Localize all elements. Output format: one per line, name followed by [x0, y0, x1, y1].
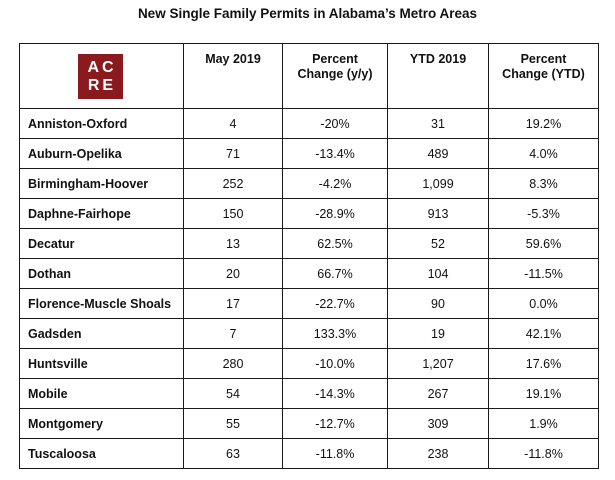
metro-name-cell: Montgomery — [20, 409, 184, 439]
table-row — [20, 289, 599, 319]
percent-change-yy-cell: 133.3% — [283, 319, 388, 349]
may-2019-cell: 54 — [184, 379, 283, 409]
metro-name-cell: Huntsville — [20, 349, 184, 379]
percent-change-ytd-cell: 59.6% — [489, 229, 599, 259]
may-2019-cell: 55 — [184, 409, 283, 439]
percent-change-ytd-cell: 19.2% — [489, 109, 599, 139]
percent-change-yy-cell: -10.0% — [283, 349, 388, 379]
may-2019-cell: 150 — [184, 199, 283, 229]
may-2019-cell: 63 — [184, 439, 283, 469]
logo-cell — [20, 44, 184, 109]
column-header-ytd-2019: YTD 2019 — [388, 44, 489, 109]
table-row — [20, 349, 599, 379]
percent-change-yy-cell: -22.7% — [283, 289, 388, 319]
ytd-2019-cell: 1,099 — [388, 169, 489, 199]
metro-name-cell: Dothan — [20, 259, 184, 289]
percent-change-yy-cell: 62.5% — [283, 229, 388, 259]
metro-name-cell: Auburn-Opelika — [20, 139, 184, 169]
table-row — [20, 169, 599, 199]
metro-name-cell: Daphne-Fairhope — [20, 199, 184, 229]
ytd-2019-cell: 90 — [388, 289, 489, 319]
may-2019-cell: 17 — [184, 289, 283, 319]
ytd-2019-cell: 913 — [388, 199, 489, 229]
logo-line-2: RE — [87, 77, 117, 94]
percent-change-yy-cell: -20% — [283, 109, 388, 139]
percent-change-yy-cell: -13.4% — [283, 139, 388, 169]
percent-change-ytd-cell: 19.1% — [489, 379, 599, 409]
percent-change-ytd-cell: -11.8% — [489, 439, 599, 469]
ytd-2019-cell: 1,207 — [388, 349, 489, 379]
column-header-percent-change-yy: Percent Change (y/y) — [283, 44, 388, 109]
table-row — [20, 199, 599, 229]
percent-change-yy-cell: 66.7% — [283, 259, 388, 289]
metro-name-cell: Decatur — [20, 229, 184, 259]
percent-change-yy-cell: -28.9% — [283, 199, 388, 229]
column-header-may-2019: May 2019 — [184, 44, 283, 109]
percent-change-yy-cell: -14.3% — [283, 379, 388, 409]
table-row — [20, 409, 599, 439]
may-2019-cell: 13 — [184, 229, 283, 259]
metro-name-cell: Florence-Muscle Shoals — [20, 289, 184, 319]
table-row — [20, 319, 599, 349]
ytd-2019-cell: 52 — [388, 229, 489, 259]
may-2019-cell: 280 — [184, 349, 283, 379]
metro-name-cell: Gadsden — [20, 319, 184, 349]
percent-change-ytd-cell: 4.0% — [489, 139, 599, 169]
page-title: New Single Family Permits in Alabama’s Metro Areas — [137, 6, 478, 21]
may-2019-cell: 71 — [184, 139, 283, 169]
percent-change-ytd-cell: -11.5% — [489, 259, 599, 289]
logo-line-1: AC — [87, 59, 117, 76]
ytd-2019-cell: 267 — [388, 379, 489, 409]
may-2019-cell: 20 — [184, 259, 283, 289]
table-body — [20, 109, 599, 469]
table-row — [20, 139, 599, 169]
percent-change-yy-cell: -12.7% — [283, 409, 388, 439]
ytd-2019-cell: 309 — [388, 409, 489, 439]
percent-change-ytd-cell: 1.9% — [489, 409, 599, 439]
percent-change-ytd-cell: 8.3% — [489, 169, 599, 199]
table-row — [20, 379, 599, 409]
metro-name-cell: Birmingham-Hoover — [20, 169, 184, 199]
table-row — [20, 439, 599, 469]
metro-name-cell: Anniston-Oxford — [20, 109, 184, 139]
permits-table — [19, 43, 599, 469]
ytd-2019-cell: 238 — [388, 439, 489, 469]
table-row — [20, 259, 599, 289]
percent-change-yy-cell: -11.8% — [283, 439, 388, 469]
metro-name-cell: Tuscaloosa — [20, 439, 184, 469]
ytd-2019-cell: 489 — [388, 139, 489, 169]
percent-change-ytd-cell: -5.3% — [489, 199, 599, 229]
may-2019-cell: 7 — [184, 319, 283, 349]
may-2019-cell: 252 — [184, 169, 283, 199]
percent-change-ytd-cell: 42.1% — [489, 319, 599, 349]
ytd-2019-cell: 104 — [388, 259, 489, 289]
percent-change-ytd-cell: 17.6% — [489, 349, 599, 379]
metro-name-cell: Mobile — [20, 379, 184, 409]
percent-change-ytd-cell: 0.0% — [489, 289, 599, 319]
table-row — [20, 229, 599, 259]
percent-change-yy-cell: -4.2% — [283, 169, 388, 199]
column-header-percent-change-ytd: Percent Change (YTD) — [489, 44, 599, 109]
may-2019-cell: 4 — [184, 109, 283, 139]
table-row — [20, 109, 599, 139]
table-header-row — [20, 44, 599, 109]
ytd-2019-cell: 19 — [388, 319, 489, 349]
ytd-2019-cell: 31 — [388, 109, 489, 139]
acre-logo — [78, 54, 123, 99]
